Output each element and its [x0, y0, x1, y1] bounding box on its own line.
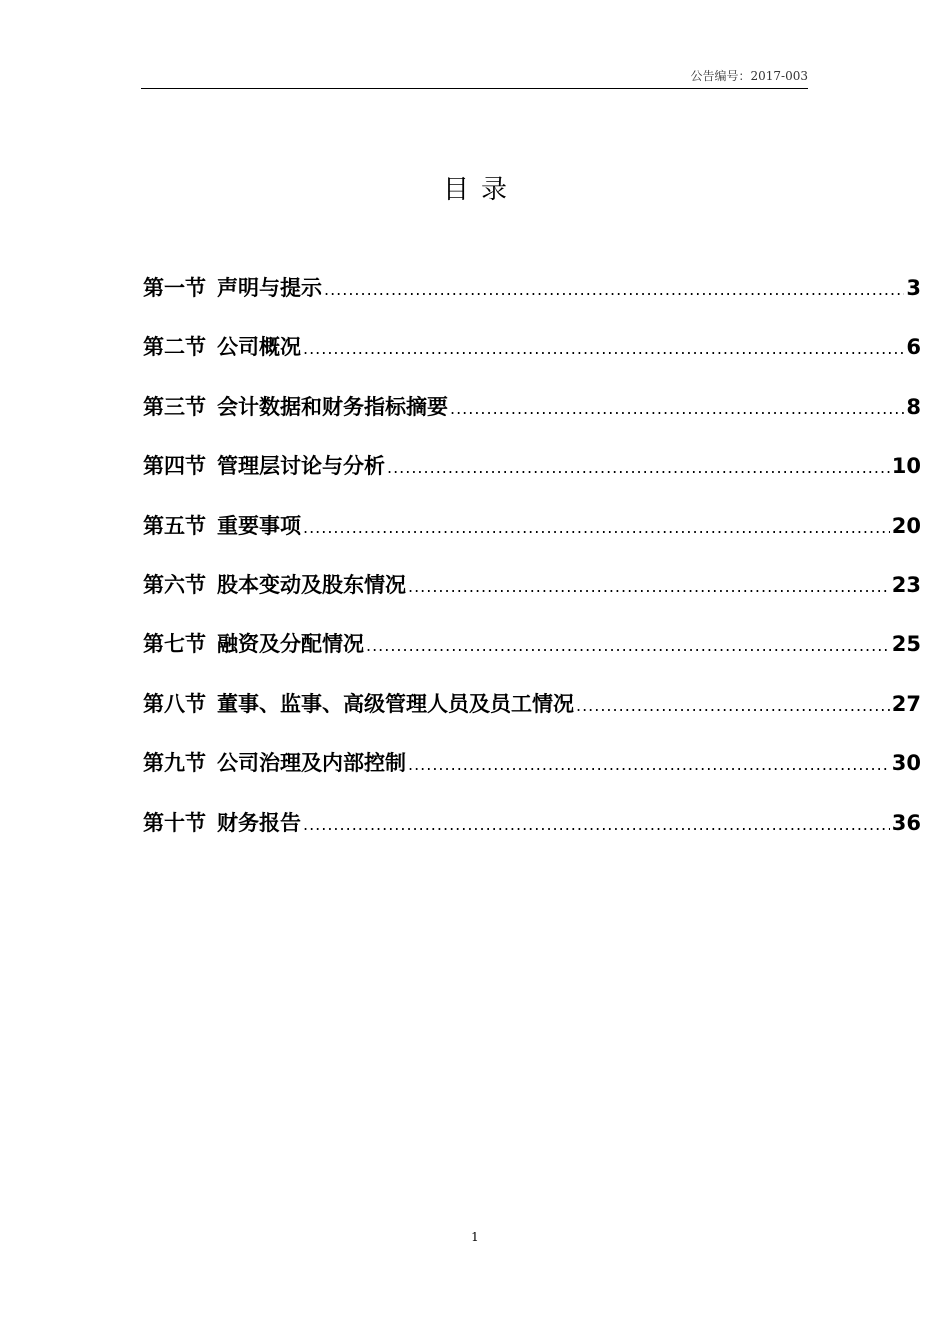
announcement-code: 公告编号：2017-003 — [690, 69, 808, 83]
toc-leader-dots — [324, 274, 904, 306]
toc-section-name: 财务报告 — [217, 810, 301, 835]
toc-section-name: 股本变动及股东情况 — [217, 572, 406, 597]
toc-entry-2[interactable] — [143, 331, 921, 390]
toc-title: 目录 — [442, 175, 519, 205]
toc-page-number: 8 — [906, 394, 921, 419]
toc-section-name: 公司治理及内部控制 — [217, 751, 406, 776]
toc-page-number: 23 — [891, 572, 921, 597]
toc-leader-dots — [576, 690, 890, 722]
toc-section-label: 第三节 — [143, 394, 206, 419]
toc-section-label: 第一节 — [143, 276, 206, 300]
toc-section-name: 融资及分配情况 — [217, 632, 364, 657]
toc-entry-3[interactable] — [143, 391, 921, 450]
toc-leader-dots — [366, 630, 890, 662]
toc-section-label: 第四节 — [143, 454, 206, 479]
toc-section-name: 会计数据和财务指标摘要 — [217, 394, 448, 419]
toc-page-number: 36 — [891, 810, 921, 835]
toc-entry-4[interactable] — [143, 450, 921, 509]
toc-entry-5[interactable] — [143, 510, 921, 569]
toc-entry-9[interactable] — [143, 747, 921, 806]
toc-section-name: 董事、监事、高级管理人员及员工情况 — [217, 691, 574, 716]
toc-section-label: 第六节 — [143, 572, 206, 597]
toc-page-number: 10 — [891, 454, 921, 479]
toc-section-label: 第七节 — [143, 632, 206, 657]
toc-leader-dots — [408, 571, 890, 603]
toc-page-number: 27 — [891, 691, 921, 716]
footer-page-number: 1 — [471, 1230, 479, 1244]
page-header — [141, 66, 808, 89]
toc-section-label: 第五节 — [143, 513, 206, 538]
toc-list — [143, 272, 921, 866]
toc-page-number: 3 — [906, 276, 921, 300]
toc-leader-dots — [387, 452, 890, 484]
toc-page-number: 6 — [906, 335, 921, 360]
toc-page-number: 25 — [891, 632, 921, 657]
toc-section-name: 重要事项 — [217, 513, 301, 538]
toc-entry-10[interactable] — [143, 807, 921, 866]
toc-section-label: 第二节 — [143, 335, 206, 360]
toc-section-label: 第十节 — [143, 810, 206, 835]
toc-entry-1[interactable] — [143, 272, 921, 331]
toc-page-number: 30 — [891, 751, 921, 776]
toc-section-label: 第九节 — [143, 751, 206, 776]
toc-entry-7[interactable] — [143, 628, 921, 687]
toc-section-name: 声明与提示 — [217, 276, 322, 300]
toc-entry-6[interactable] — [143, 569, 921, 628]
toc-section-label: 第八节 — [143, 691, 206, 716]
toc-leader-dots — [303, 809, 890, 841]
toc-page-number: 20 — [891, 513, 921, 538]
toc-leader-dots — [303, 333, 904, 365]
toc-leader-dots — [450, 393, 904, 425]
toc-leader-dots — [408, 749, 890, 781]
toc-section-name: 管理层讨论与分析 — [217, 454, 385, 479]
toc-leader-dots — [303, 512, 890, 544]
toc-section-name: 公司概况 — [217, 335, 301, 360]
toc-entry-8[interactable] — [143, 688, 921, 747]
